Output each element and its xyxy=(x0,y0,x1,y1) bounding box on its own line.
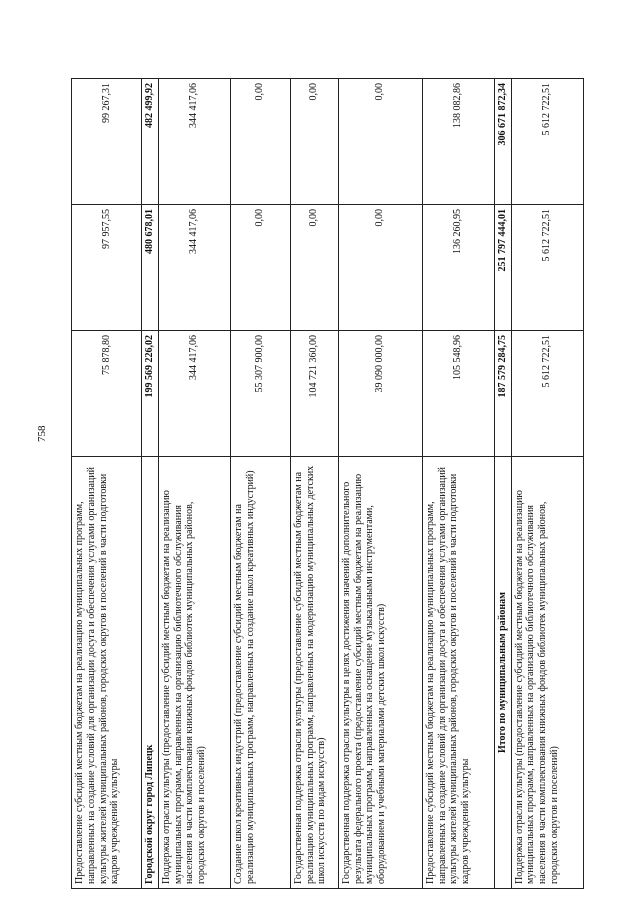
row-name: Государственная поддержка отрасли культуры в целях достижения значений дополнительного результата федерального проекта (предоставление субсидий местным бюджетам на реализацию муниципальных программ, направленных на оснащение музыкальными инструментами, оборудованием и учебными материалами детских школ искусств) xyxy=(338,457,422,889)
value-col-2: 0,00 xyxy=(290,205,338,331)
value-col-3: 0,00 xyxy=(230,79,290,205)
row-name: Городской округ город Липецк xyxy=(142,457,159,889)
value-col-1: 344 417,06 xyxy=(158,331,230,457)
value-col-2: 344 417,06 xyxy=(158,205,230,331)
value-col-3: 306 671 872,34 xyxy=(494,79,511,205)
value-col-2: 5 612 722,51 xyxy=(511,205,583,331)
value-col-1: 199 569 226,02 xyxy=(142,331,159,457)
rotated-table-container xyxy=(71,79,599,889)
value-col-1: 105 548,96 xyxy=(422,331,494,457)
table-row xyxy=(72,79,142,889)
value-col-3: 99 267,31 xyxy=(72,79,142,205)
table-row xyxy=(158,79,230,889)
row-name: Предоставление субсидий местным бюджетам на реализацию муниципальных программ, направленных на создание условий для организации досуга и обеспечения услугами организаций культуры жителей муниципальных районов, городских округов и поселений в части подготовки кадров учреждений культуры xyxy=(72,457,142,889)
row-name: Поддержка отрасли культуры (предоставление субсидий местным бюджетам на реализацию муниципальных программ, направленных на организацию библиотечного обслуживания населения в части комплектования книжных фондов библиотек муниципальных районов, городских округов и поселений) xyxy=(511,457,583,889)
value-col-1: 75 878,80 xyxy=(72,331,142,457)
value-col-3: 138 082,86 xyxy=(422,79,494,205)
value-col-1: 55 307 900,00 xyxy=(230,331,290,457)
row-name: Поддержка отрасли культуры (предоставление субсидий местным бюджетам на реализацию муниципальных программ, направленных на организацию библиотечного обслуживания населения в части комплектования книжных фондов библиотек муниципальных районов, городских округов и поселений) xyxy=(158,457,230,889)
table-row-total xyxy=(494,79,511,889)
row-name: Государственная поддержка отрасли культуры (предоставление субсидий местным бюджетам на реализацию муниципальных программ, направленных на модернизацию муниципальных детских школ искусств по видам искусств) xyxy=(290,457,338,889)
table-row xyxy=(422,79,494,889)
value-col-3: 5 612 722,51 xyxy=(511,79,583,205)
value-col-2: 97 957,55 xyxy=(72,205,142,331)
value-col-2: 0,00 xyxy=(338,205,422,331)
row-name: Итого по муниципальным районам xyxy=(494,457,511,889)
value-col-2: 136 260,95 xyxy=(422,205,494,331)
value-col-3: 482 499,92 xyxy=(142,79,159,205)
row-name: Предоставление субсидий местным бюджетам на реализацию муниципальных программ, направленных на создание условий для организации досуга и обеспечения услугами организаций культуры жителей муниципальных районов, городских округов и поселений в части подготовки кадров учреждений культуры xyxy=(422,457,494,889)
value-col-1: 187 579 284,75 xyxy=(494,331,511,457)
value-col-3: 0,00 xyxy=(290,79,338,205)
value-col-1: 5 612 722,51 xyxy=(511,331,583,457)
table-row xyxy=(511,79,583,889)
value-col-3: 344 417,06 xyxy=(158,79,230,205)
value-col-3: 0,00 xyxy=(338,79,422,205)
value-col-2: 0,00 xyxy=(230,205,290,331)
value-col-1: 39 090 000,00 xyxy=(338,331,422,457)
page-number: 758 xyxy=(36,425,48,442)
table-row xyxy=(338,79,422,889)
value-col-2: 251 797 444,01 xyxy=(494,205,511,331)
table-row xyxy=(230,79,290,889)
table-row-district xyxy=(142,79,159,889)
value-col-1: 104 721 360,00 xyxy=(290,331,338,457)
value-col-2: 480 678,01 xyxy=(142,205,159,331)
subsidy-table xyxy=(71,78,584,889)
row-name: Создание школ креативных индустрий (предоставление субсидий местным бюджетам на реализацию муниципальных программ, направленных на создание школ креативных индустрий) xyxy=(230,457,290,889)
table-row xyxy=(290,79,338,889)
